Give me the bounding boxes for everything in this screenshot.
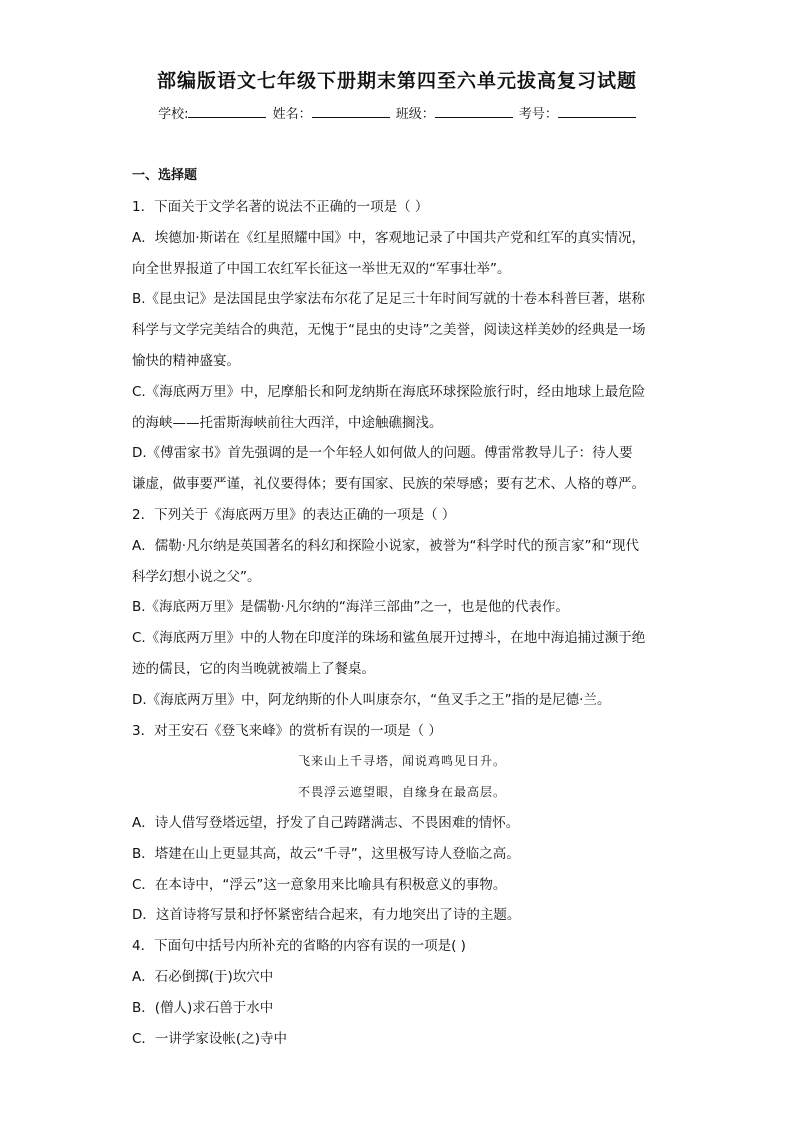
question-3-option-a: A．诗人借写登塔远望，抒发了自己踌躇满志、不畏困难的情怀。	[132, 814, 520, 831]
question-3-option-b: B．塔建在山上更显其高，故云“千寻”，这里极写诗人登临之高。	[132, 845, 520, 862]
question-1-option-b-cont: 科学与文学完美结合的典范，无愧于“昆虫的史诗”之美誉，阅读这样美妙的经典是一场	[132, 322, 646, 339]
school-blank[interactable]	[188, 105, 266, 118]
question-1-option-b: B.《昆虫记》是法国昆虫学家法布尔花了足足三十年时间写就的十卷本科普巨著，堪称	[132, 291, 646, 308]
question-4-stem: 4．下面句中括号内所补充的省略的内容有误的一项是( )	[132, 938, 466, 955]
question-4-option-a: A．石必倒掷(于)坎穴中	[132, 968, 274, 985]
question-2-option-b: B.《海底两万里》是儒勒·凡尔纳的“海洋三部曲”之一，也是他的代表作。	[132, 599, 569, 616]
section-heading: 一、选择题	[132, 168, 198, 183]
question-1-option-c: C.《海底两万里》中，尼摩船长和阿龙纳斯在海底环球探险旅行时，经由地球上最危险	[132, 383, 646, 400]
question-3-stem: 3．对王安石《登飞来峰》的赏析有误的一项是（ ）	[132, 722, 442, 739]
school-field	[158, 103, 266, 122]
poem-line: 不畏浮云遮望眼，自缘身在最高层。	[297, 785, 506, 800]
question-2-option-a-cont: 科学幻想小说之父”。	[132, 568, 261, 585]
question-2-stem: 2．下列关于《海底两万里》的表达正确的一项是（ ）	[132, 506, 456, 523]
name-field	[273, 103, 390, 122]
question-1-option-d: D.《傅雷家书》首先强调的是一个年轻人如何做人的问题。傅雷常教导儿子：待人要	[132, 445, 633, 462]
class-field	[396, 103, 513, 122]
question-2-option-c: C.《海底两万里》中的人物在印度洋的珠场和鲨鱼展开过搏斗，在地中海追捕过濒于绝	[132, 630, 646, 647]
class-label: 班级：	[395, 107, 435, 122]
name-label: 姓名：	[272, 107, 312, 122]
exam-number-blank[interactable]	[558, 105, 636, 118]
question-4-option-b: B．(僧人)求石兽于水中	[132, 999, 274, 1016]
poem-line: 飞来山上千寻塔，闻说鸡鸣见日升。	[297, 754, 506, 769]
question-3-option-d: D．这首诗将写景和抒怀紧密结合起来，有力地突出了诗的主题。	[132, 907, 521, 924]
exam-number-field	[519, 103, 636, 122]
student-info-row	[0, 103, 794, 122]
question-4-option-c: C．一讲学家设帐(之)寺中	[132, 1030, 287, 1047]
question-1-option-d-cont: 谦虚，做事要严谨，礼仪要得体；要有国家、民族的荣辱感；要有艺术、人格的尊严。	[132, 476, 645, 493]
question-1-stem: 1．下面关于文学名著的说法不正确的一项是（ ）	[132, 199, 429, 215]
page-title: 部编版语文七年级下册期末第四至六单元拔高复习试题	[156, 70, 637, 92]
class-blank[interactable]	[435, 105, 513, 118]
question-1-option-c-cont: 的海峡——托雷斯海峡前往大西洋，中途触礁搁浅。	[132, 414, 443, 431]
question-body	[132, 165, 672, 1054]
question-1-option-a-cont: 向全世界报道了中国工农红军长征这一举世无双的“军事壮举”。	[132, 260, 511, 277]
question-1-option-b-cont: 愉快的精神盛宴。	[132, 352, 240, 369]
question-1-option-a: A．埃德加·斯诺在《红星照耀中国》中，客观地记录了中国共产党和红军的真实情况，	[132, 229, 646, 246]
name-blank[interactable]	[312, 105, 390, 118]
question-2-option-d: D.《海底两万里》中，阿龙纳斯的仆人叫康奈尔，“鱼叉手之王”指的是尼德·兰。	[132, 691, 611, 708]
school-label: 学校:	[158, 107, 189, 122]
question-2-option-a: A．儒勒·凡尔纳是英国著名的科幻和探险小说家，被誉为“科学时代的预言家”和“现代	[132, 537, 640, 554]
question-2-option-c-cont: 迹的儒艮，它的肉当晚就被端上了餐桌。	[132, 660, 375, 677]
exam-number-label: 考号：	[518, 107, 558, 122]
question-3-option-c: C．在本诗中，“浮云”这一意象用来比喻具有积极意义的事物。	[132, 876, 507, 893]
